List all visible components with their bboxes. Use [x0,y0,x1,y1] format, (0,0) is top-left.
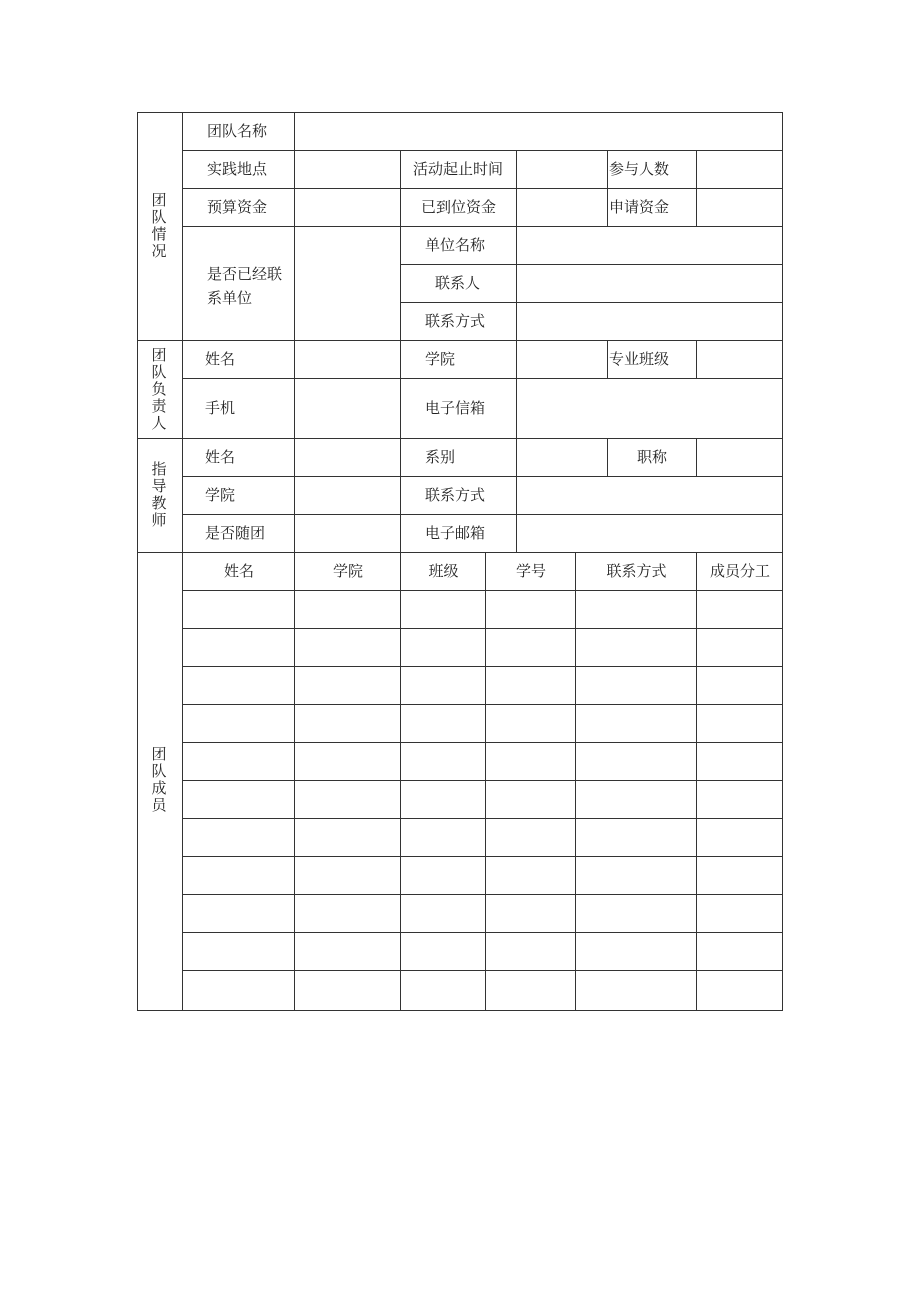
member-col-contact: 联系方式 [606,562,667,580]
leader-email-label: 电子信箱 [425,399,486,417]
leader-college-field[interactable] [517,341,607,378]
instructor-accompany-field[interactable] [295,515,400,552]
member-college-field[interactable] [295,705,400,742]
contacted-unit-label: 是否已经联系单位 [207,265,283,307]
participants-field[interactable] [697,151,782,188]
member-role-field[interactable] [697,819,782,856]
member-contact-field[interactable] [576,781,696,818]
member-contact-field[interactable] [576,667,696,704]
unit-name-label: 单位名称 [425,236,486,254]
location-field[interactable] [295,151,400,188]
member-student-id-field[interactable] [486,705,575,742]
member-role-field[interactable] [697,591,782,628]
member-college-field[interactable] [295,781,400,818]
contact-person-label: 联系人 [435,274,481,292]
leader-name-field[interactable] [295,341,400,378]
member-role-field[interactable] [697,629,782,666]
member-role-field[interactable] [697,705,782,742]
member-name-field[interactable] [183,705,294,742]
leader-phone-field[interactable] [295,379,400,438]
contact-person-field[interactable] [517,265,782,302]
member-role-field[interactable] [697,743,782,780]
section-label-team-leader: 团 队 负 责 人 [151,345,167,432]
leader-phone-label: 手机 [205,399,236,417]
member-contact-field[interactable] [576,743,696,780]
member-college-field[interactable] [295,857,400,894]
instructor-college-label: 学院 [205,486,236,504]
member-role-field[interactable] [697,781,782,818]
member-student-id-field[interactable] [486,819,575,856]
member-class-field[interactable] [401,895,485,932]
member-class-field[interactable] [401,743,485,780]
member-role-field[interactable] [697,971,782,1008]
member-class-field[interactable] [401,705,485,742]
member-class-field[interactable] [401,781,485,818]
period-field[interactable] [517,151,607,188]
leader-college-label: 学院 [425,350,456,368]
member-student-id-field[interactable] [486,781,575,818]
budget-field[interactable] [295,189,400,226]
member-name-field[interactable] [183,667,294,704]
section-label-team-info: 团 队 情 况 [151,191,167,260]
member-contact-field[interactable] [576,895,696,932]
member-class-field[interactable] [401,933,485,970]
funded-label: 已到位资金 [421,198,497,216]
leader-name-label: 姓名 [205,350,236,368]
instructor-email-label: 电子邮箱 [425,524,486,542]
member-class-field[interactable] [401,667,485,704]
member-name-field[interactable] [183,591,294,628]
member-class-field[interactable] [401,857,485,894]
instructor-name-label: 姓名 [205,448,236,466]
member-role-field[interactable] [697,667,782,704]
member-contact-field[interactable] [576,857,696,894]
contact-method-field[interactable] [517,303,782,340]
leader-major-class-field[interactable] [697,341,782,378]
instructor-title-label: 职称 [637,448,668,466]
member-col-college: 学院 [332,562,363,580]
instructor-email-field[interactable] [517,515,782,552]
member-college-field[interactable] [295,895,400,932]
participants-label: 参与人数 [609,160,670,178]
member-name-field[interactable] [183,743,294,780]
member-name-field[interactable] [183,629,294,666]
member-name-field[interactable] [183,819,294,856]
member-student-id-field[interactable] [486,591,575,628]
member-class-field[interactable] [401,591,485,628]
instructor-department-label: 系别 [425,448,456,466]
member-col-role: 成员分工 [709,562,770,580]
member-name-field[interactable] [183,933,294,970]
member-name-field[interactable] [183,781,294,818]
member-col-student-id: 学号 [515,562,546,580]
member-student-id-field[interactable] [486,895,575,932]
member-contact-field[interactable] [576,971,696,1008]
instructor-name-field[interactable] [295,439,400,476]
member-student-id-field[interactable] [486,667,575,704]
location-label: 实践地点 [207,160,268,178]
member-student-id-field[interactable] [486,857,575,894]
member-name-field[interactable] [183,971,294,1008]
member-college-field[interactable] [295,591,400,628]
member-class-field[interactable] [401,819,485,856]
instructor-contact-field[interactable] [517,477,782,514]
member-college-field[interactable] [295,743,400,780]
instructor-accompany-label: 是否随团 [205,524,266,542]
member-student-id-field[interactable] [486,971,575,1008]
section-label-team-members: 团 队 成 员 [151,745,167,814]
team-name-label: 团队名称 [207,122,268,140]
member-student-id-field[interactable] [486,629,575,666]
member-name-field[interactable] [183,895,294,932]
leader-major-class-label: 专业班级 [609,350,670,368]
contact-method-label: 联系方式 [425,312,486,330]
member-college-field[interactable] [295,667,400,704]
instructor-contact-label: 联系方式 [425,486,486,504]
period-label: 活动起止时间 [413,160,504,178]
member-college-field[interactable] [295,629,400,666]
member-contact-field[interactable] [576,819,696,856]
member-student-id-field[interactable] [486,743,575,780]
application-form-table [137,112,783,1011]
member-contact-field[interactable] [576,933,696,970]
member-contact-field[interactable] [576,629,696,666]
instructor-college-field[interactable] [295,477,400,514]
member-college-field[interactable] [295,933,400,970]
member-role-field[interactable] [697,933,782,970]
contacted-unit-field[interactable] [295,227,400,340]
unit-name-field[interactable] [517,227,782,264]
member-role-field[interactable] [697,857,782,894]
apply-field[interactable] [697,189,782,226]
funded-field[interactable] [517,189,607,226]
apply-label: 申请资金 [609,198,670,216]
member-contact-field[interactable] [576,591,696,628]
member-col-name: 姓名 [223,562,254,580]
member-col-class: 班级 [428,562,459,580]
member-student-id-field[interactable] [486,933,575,970]
leader-email-field[interactable] [517,379,782,438]
budget-label: 预算资金 [207,198,268,216]
section-label-instructor: 指 导 教 师 [151,460,167,529]
member-college-field[interactable] [295,819,400,856]
instructor-department-field[interactable] [517,439,607,476]
member-role-field[interactable] [697,895,782,932]
team-name-field[interactable] [295,113,782,150]
instructor-title-field[interactable] [697,439,782,476]
member-college-field[interactable] [295,971,400,1008]
member-class-field[interactable] [401,971,485,1008]
member-name-field[interactable] [183,857,294,894]
member-contact-field[interactable] [576,705,696,742]
member-class-field[interactable] [401,629,485,666]
